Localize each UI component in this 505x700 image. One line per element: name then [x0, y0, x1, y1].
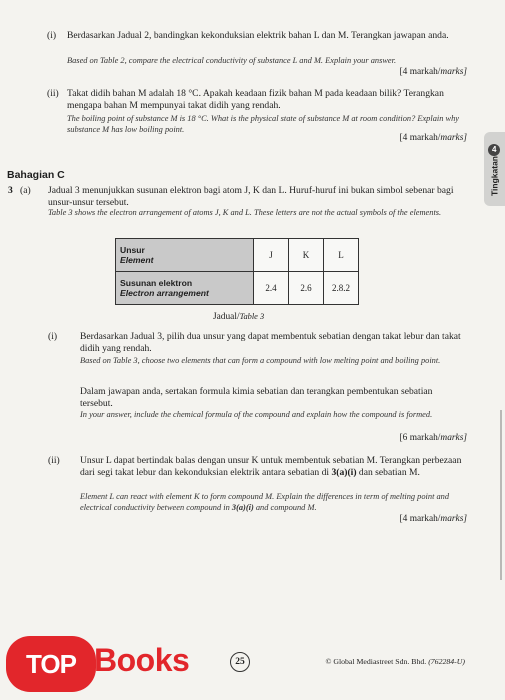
- q-prev-i-text-ms: Berdasarkan Jadual 2, bandingkan kekonduksian elektrik bahan L dan M. Terangkan jawapan anda.: [67, 30, 449, 41]
- table-cell: 2.4: [254, 272, 289, 305]
- q3-i-text-ms: Berdasarkan Jadual 3, pilih dua unsur yang dapat membentuk sebatian dengan takat lebur dan takat didih yang rendah.: [80, 331, 461, 354]
- page-edge-line: [500, 410, 502, 580]
- table-row: [116, 239, 359, 272]
- q-prev-ii-number: (ii): [47, 88, 59, 99]
- topbooks-logo: [0, 622, 210, 700]
- side-tab-label: Tingkatan: [489, 156, 500, 196]
- side-tab-number: 4: [489, 144, 501, 156]
- q3-number: 3: [8, 185, 13, 196]
- q-prev-i-marks: [4 markah/marks]: [399, 67, 467, 77]
- q3-ii-text-en: Element L can react with element K to form compound M. Explain the differences in term of melting point and electrical conductivity between compound in 3(a)(i) and compound M.: [80, 492, 450, 512]
- electron-arrangement-table: [115, 238, 359, 305]
- q3-ii-text-ms: Unsur L dapat bertindak balas dengan unsur K untuk membentuk sebatian M. Terangkan perbezaan dari segi takat lebur dan kekonduksian elektrik antara sebatian di 3(a)(i) dan sebatian M.: [80, 455, 462, 478]
- table-cell: K: [289, 239, 324, 272]
- page-number: 25: [230, 652, 250, 672]
- table-cell-arrangement-label: Susunan elektron Electron arrangement: [116, 272, 254, 305]
- q3-text-en: Table 3 shows the electron arrangement of atoms J, K and L. These letters are not the actual symbols of the elements.: [48, 208, 442, 217]
- q3-i-text2-en: In your answer, include the chemical formula of the compound and explain how the compound is formed.: [80, 410, 433, 419]
- table-caption: Jadual/Table 3: [213, 312, 265, 322]
- table-cell: J: [254, 239, 289, 272]
- side-tab-form: [484, 142, 505, 198]
- q-prev-ii-text-en: The boiling point of substance M is 18 °C. What is the physical state of substance M at room condition? Explain why substance M has low boiling point.: [67, 114, 459, 134]
- q-prev-ii-text-ms: Takat didih bahan M adalah 18 °C. Apakah keadaan fizik bahan M pada keadaan bilik? Terangkan mengapa bahan M mempunyai takat didih yang rendah.: [67, 88, 444, 111]
- table-cell: L: [324, 239, 359, 272]
- q3-part-a: (a): [20, 185, 31, 196]
- q3-ii-marks: [4 markah/marks]: [399, 514, 467, 524]
- q3-ii-number: (ii): [48, 455, 60, 466]
- logo-books-text: Books: [94, 642, 190, 678]
- q3-i-number: (i): [48, 331, 58, 342]
- q-prev-i-number: (i): [47, 30, 57, 41]
- table-cell: 2.6: [289, 272, 324, 305]
- q-prev-ii-marks: [4 markah/marks]: [399, 133, 467, 143]
- section-heading: Bahagian C: [7, 169, 65, 181]
- q3-i-text2-ms: Dalam jawapan anda, sertakan formula kimia sebatian dan terangkan pembentukan sebatian tersebut.: [80, 386, 433, 409]
- table-cell-element-label: Unsur Element: [116, 239, 254, 272]
- q3-i-marks: [6 markah/marks]: [399, 433, 467, 443]
- q3-text-ms: Jadual 3 menunjukkan susunan elektron bagi atom J, K dan L. Huruf-huruf ini bukan simbol sebenar bagi unsur-unsur tersebut.: [48, 185, 454, 208]
- q3-i-text-en: Based on Table 3, choose two elements that can form a compound with low melting point and boiling point.: [80, 356, 441, 365]
- table-row: [116, 272, 359, 305]
- table-cell: 2.8.2: [324, 272, 359, 305]
- logo-top-badge: TOP: [6, 636, 96, 692]
- q-prev-i-text-en: Based on Table 2, compare the electrical conductivity of substance L and M. Explain your answer.: [67, 56, 397, 65]
- footer-copyright: © Global Mediastreet Sdn. Bhd. (762284-U): [325, 657, 465, 666]
